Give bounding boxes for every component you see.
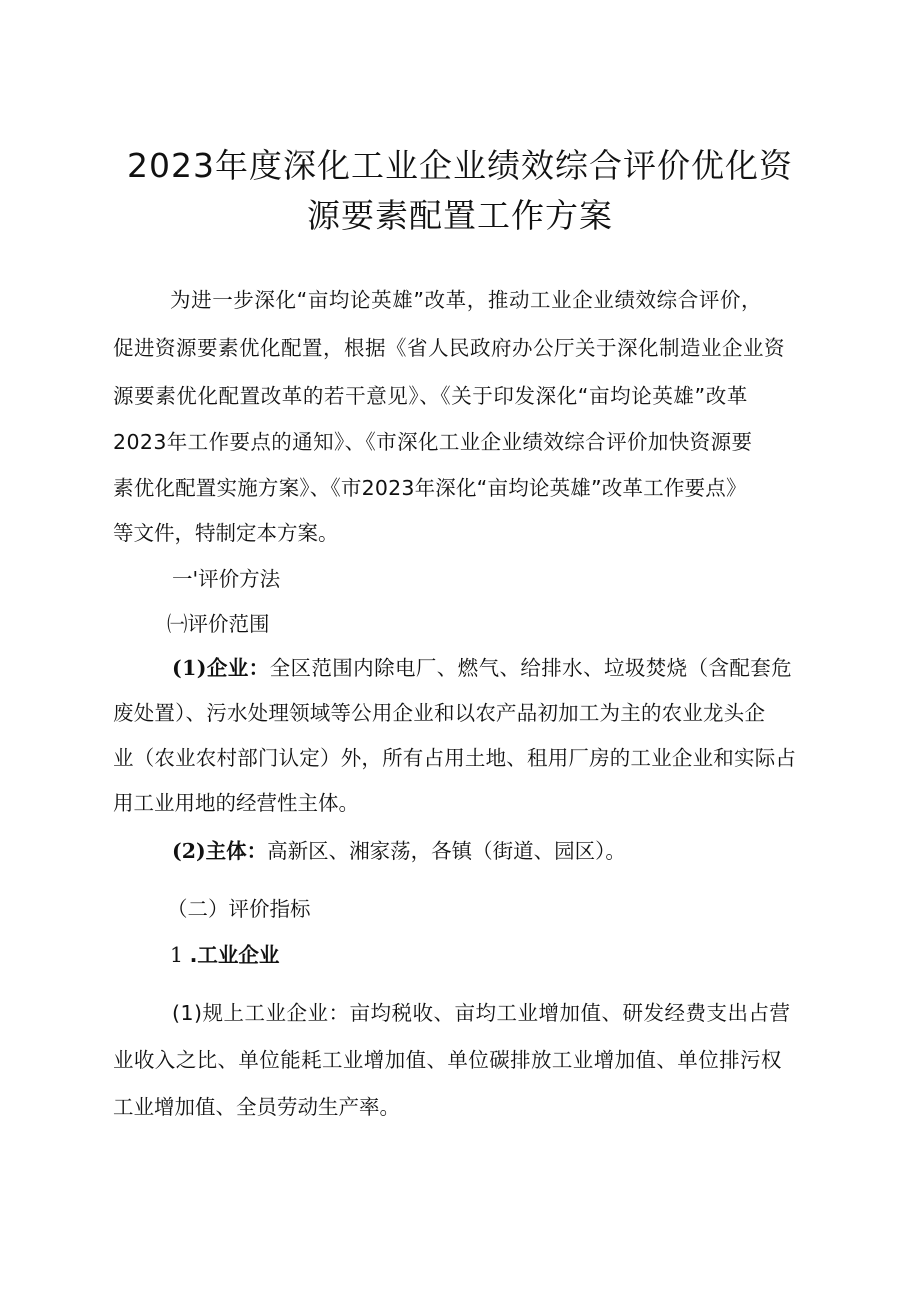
item-3-line-3: 工业增加值、全员劳动生产率。: [113, 1095, 400, 1119]
item-1-line-1: [172, 653, 792, 683]
item-2-label: (2)主体：: [172, 839, 268, 863]
intro-line-5: 素优化配置实施方案》、《市2023年深化“亩均论英雄”改革工作要点》: [113, 476, 747, 500]
section-heading-1: 一'评价方法: [172, 567, 281, 591]
subsection-heading-1: ㈠评价范围: [167, 612, 270, 636]
item-1-text: 全区范围内除电厂、燃气、给排水、垃圾焚烧（含配套危: [269, 656, 793, 680]
item-3-line-2: 业收入之比、单位能耗工业增加值、单位碳排放工业增加值、单位排污权: [113, 1048, 782, 1072]
item-2-line: [172, 836, 626, 866]
intro-line-6: 等文件，特制定本方案。: [113, 521, 339, 545]
sub-item-label: .工业企业: [189, 943, 280, 967]
intro-line-3: 源要素优化配置改革的若干意见》、《关于印发深化“亩均论英雄”改革: [113, 384, 748, 408]
item-1-line-3: 业（农业农村部门认定）外，所有占用土地、租用厂房的工业企业和实际占: [113, 746, 797, 770]
subsection-heading-2: （二）评价指标: [167, 897, 311, 921]
intro-line-2: 促进资源要素优化配置，根据《省人民政府办公厅关于深化制造业企业资: [113, 336, 785, 360]
item-2-text: 高新区、湘家荡，各镇（街道、园区）。: [267, 839, 626, 863]
item-3-line-1: (1)规上工业企业：亩均税收、亩均工业增加值、研发经费支出占营: [172, 1001, 791, 1025]
intro-line-1: 为进一步深化“亩均论英雄”改革，推动工业企业绩效综合评价，: [170, 288, 763, 312]
document-title-line-2: 源要素配置工作方案: [307, 196, 613, 235]
item-1-line-4: 用工业用地的经营性主体。: [113, 791, 359, 815]
intro-line-4: 2023年工作要点的通知》、《市深化工业企业绩效综合评价加快资源要: [113, 430, 753, 454]
item-1-label: (1)企业：: [172, 656, 270, 680]
sub-item-number: 1: [170, 943, 184, 967]
document-title-line-1: 2023年度深化工业企业绩效综合评价优化资: [127, 146, 793, 185]
item-1-line-2: 废处置）、污水处理领域等公用企业和以农产品初加工为主的农业龙头企: [113, 701, 766, 725]
sub-item-heading: [170, 940, 279, 970]
